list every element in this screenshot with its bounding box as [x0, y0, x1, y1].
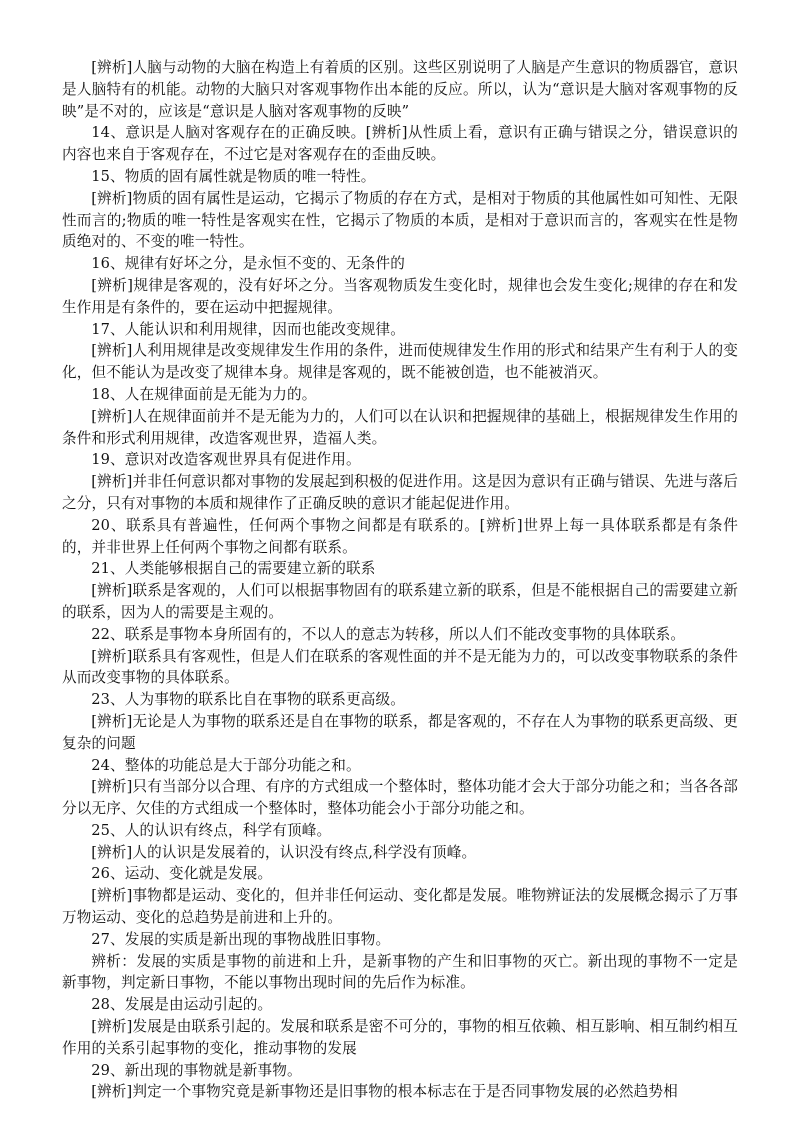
- paragraph: 17、人能认识和利用规律，因而也能改变规律。: [91, 320, 405, 338]
- paragraph: [辨析]事物都是运动、变化的，但并非任何运动、变化都是发展。唯物辨证法的发展概念揭示了万事万物运动、变化的总趋势是前进和上升的。: [62, 887, 738, 927]
- paragraph: 20、联系具有普遍性，任何两个事物之间都是有联系的。[辨析]世界上每一具体联系都是有条件的，并非世界上任何两个事物之间都有联系。: [62, 516, 738, 556]
- paragraph: 22、联系是事物本身所固有的，不以人的意志为转移，所以人们不能改变事物的具体联系。: [91, 625, 686, 643]
- paragraph: [辨析]无论是人为事物的联系还是自在事物的联系，都是客观的，不存在人为事物的联系更高级、更复杂的问题: [62, 712, 738, 752]
- paragraph: [辨析]发展是由联系引起的。发展和联系是密不可分的，事物的相互依赖、相互影响、相互制约相互作用的关系引起事物的变化，推动事物的发展: [62, 1018, 738, 1057]
- paragraph: [辨析]联系具有客观性，但是人们在联系的客观性面的并不是无能为力的，可以改变事物联系的条件从而改变事物的具体联系。: [62, 647, 738, 687]
- paragraph: [辨析]只有当部分以合理、有序的方式组成一个整体时，整体功能才会大于部分功能之和；当各各部分以无序、欠佳的方式组成一个整体时，整体功能会小于部分功能之和。: [62, 778, 738, 818]
- paragraph: 25、人的认识有终点，科学有顶峰。: [91, 821, 332, 839]
- paragraph: [辨析]判定一个事物究竟是新事物还是旧事物的根本标志在于是否同事物发展的必然趋势相: [91, 1083, 678, 1101]
- paragraph: 26、运动、变化就是发展。: [91, 865, 273, 883]
- paragraph: 24、整体的功能总是大于部分功能之和。: [91, 756, 361, 774]
- document-page: [62, 57, 738, 1103]
- paragraph: 辨析：发展的实质是事物的前进和上升，是新事物的产生和旧事物的灭亡。新出现的事物不一定是新事物，判定新日事物，不能以事物出现时间的先后作为标准。: [62, 952, 738, 992]
- paragraph: 14、意识是人脑对客观存在的正确反映。[辨析]从性质上看，意识有正确与错误之分，错误意识的内容也来自于客观存在，不过它是对客观存在的歪曲反映。: [62, 124, 738, 164]
- paragraph: [辨析]联系是客观的，人们可以根据事物固有的联系建立新的联系，但是不能根据自己的需要建立新的联系，因为人的需要是主观的。: [62, 582, 738, 621]
- paragraph: 19、意识对改造客观世界具有促进作用。: [91, 451, 361, 469]
- paragraph: [辨析]规律是客观的，没有好坏之分。当客观物质发生变化时，规律也会发生变化;规律的存在和发生作用是有条件的，要在运动中把握规律。: [62, 276, 738, 316]
- paragraph: [辨析]物质的固有属性是运动，它揭示了物质的存在方式，是相对于物质的其他属性如可知性、无限性而言的;物质的唯一特性是客观实在性，它揭示了物质的本质，是相对于意识而言的，客观实在性是物质绝对的、不变的唯一特性。: [62, 189, 738, 251]
- paragraph: [辨析]人在规律面前并不是无能为力的，人们可以在认识和把握规律的基础上，根据规律发生作用的条件和形式利用规律，改造客观世界，造福人类。: [62, 407, 738, 447]
- paragraph: [辨析]并非任何意识都对事物的发展起到积极的促进作用。这是因为意识有正确与错误、先进与落后之分，只有对事物的本质和规律作了正确反映的意识才能起促进作用。: [62, 473, 738, 512]
- paragraph: 21、人类能够根据自己的需要建立新的联系: [91, 560, 376, 578]
- paragraph: [辨析]人的认识是发展着的，认识没有终点,科学没有顶峰。: [91, 843, 477, 861]
- paragraph: 27、发展的实质是新出现的事物战胜旧事物。: [91, 930, 391, 948]
- paragraph: 23、人为事物的联系比自在事物的联系更高级。: [91, 691, 405, 709]
- paragraph: 15、物质的固有属性就是物质的唯一特性。: [91, 167, 376, 185]
- paragraph: 18、人在规律面前是无能为力的。: [91, 385, 317, 403]
- paragraph: 29、新出现的事物就是新事物。: [91, 1061, 302, 1079]
- paragraph: 28、发展是由运动引起的。: [91, 996, 273, 1014]
- paragraph: [辨析]人利用规律是改变规律发生作用的条件，进而使规律发生作用的形式和结果产生有利于人的变化，但不能认为是改变了规律本身。规律是客观的，既不能被创造，也不能被消灭。: [62, 342, 738, 382]
- paragraph: 16、规律有好坏之分，是永恒不变的、无条件的: [91, 255, 405, 273]
- paragraph: [辨析]人脑与动物的大脑在构造上有着质的区别。这些区别说明了人脑是产生意识的物质器官，意识是人脑特有的机能。动物的大脑只对客观事物作出本能的反应。所以，认为“意识是大脑对客观事物的反映”是不对的，应该是“意识是人脑对客观事物的反映”: [62, 59, 738, 120]
